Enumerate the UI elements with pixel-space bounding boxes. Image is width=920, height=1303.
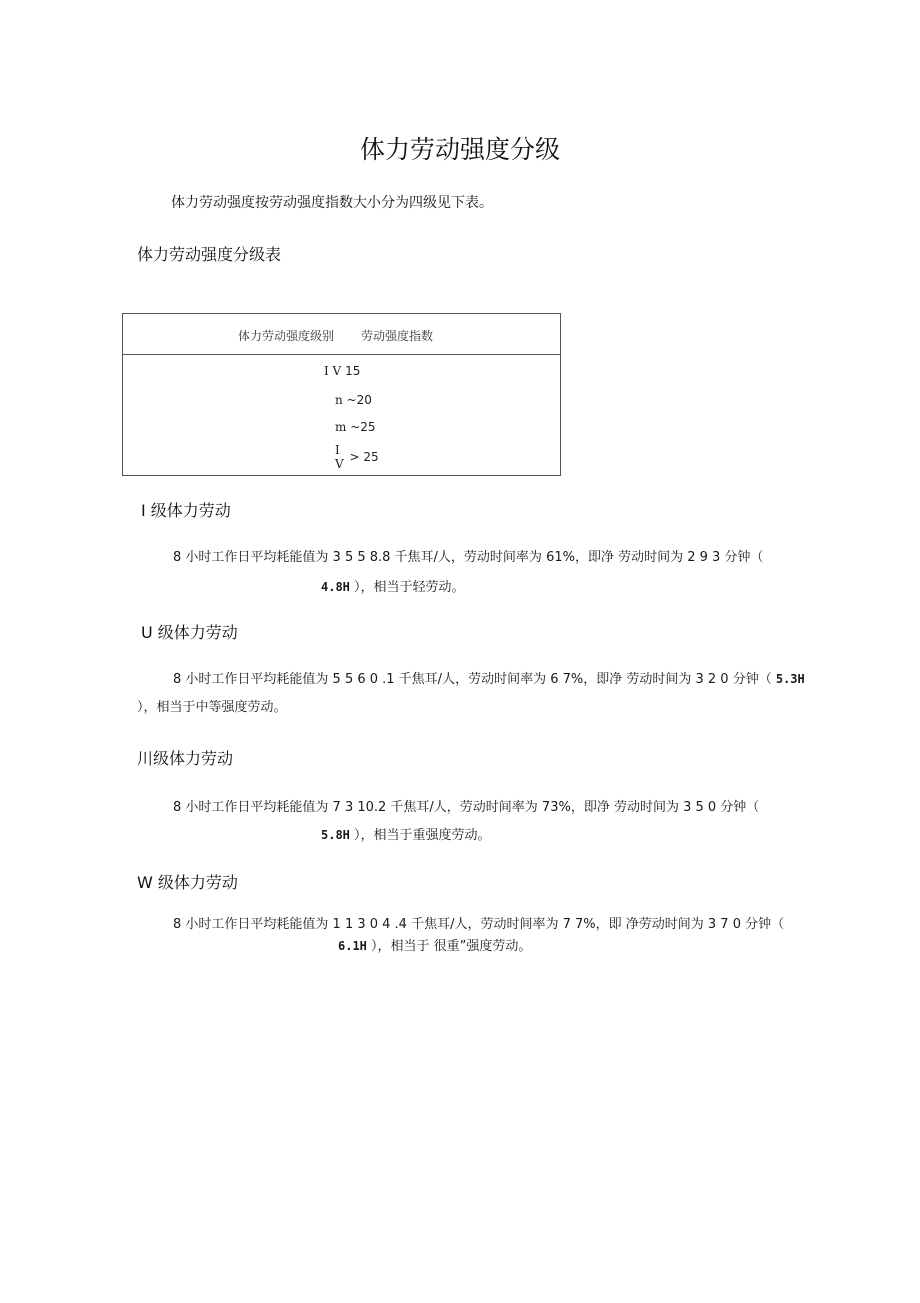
row-grade: I V (324, 364, 342, 378)
row-grade: n (335, 393, 343, 407)
section-4-tail: ），相当于 很重”强度劳动。 (371, 939, 532, 954)
section-4-line-1: 8 小时工作日平均耗能值为 1 1 3 0 4 .4 千焦耳/人，劳动时间率为 7 7%，即 净劳动时间为 3 7 0 分钟（ (173, 917, 785, 932)
section-heading-grade-1: I 级体力劳动 (141, 501, 231, 520)
table-row (335, 420, 376, 434)
row-grade-stacked (335, 443, 344, 471)
row-grade: m (335, 420, 347, 434)
section-2-line-1 (173, 668, 805, 687)
work-hours-value: 5.3H (775, 672, 805, 686)
work-hours-value: 5.8H (321, 828, 350, 842)
page-title: 体力劳动强度分级 (359, 135, 560, 164)
row-value: > 25 (349, 450, 379, 464)
grade-table (122, 313, 561, 476)
table-caption: 体力劳动强度分级表 (137, 245, 282, 264)
section-heading-grade-3: 川级体力劳动 (137, 749, 234, 768)
row-grade-bottom: V (335, 457, 344, 471)
row-value: 15 (345, 364, 361, 378)
section-4-line-2 (338, 935, 531, 954)
section-3-line-2 (321, 824, 491, 843)
section-1-line-2 (321, 576, 465, 595)
section-heading-grade-2: U 级体力劳动 (141, 623, 238, 642)
section-1-line-1: 8 小时工作日平均耗能值为 3 5 5 8.8 千焦耳/人，劳动时间率为 61%，即净 劳动时间为 2 9 3 分钟（ (173, 550, 764, 565)
work-hours-value: 6.1H (338, 939, 367, 953)
intro-paragraph: 体力劳动强度按劳动强度指数大小分为四级见下表。 (171, 195, 493, 211)
row-value: ~25 (350, 420, 376, 434)
header-index: 劳动强度指数 (361, 329, 434, 343)
section-3-line-1: 8 小时工作日平均耗能值为 7 3 10.2 千焦耳/人，劳动时间率为 73%，即净 劳动时间为 3 5 0 分钟（ (173, 800, 760, 815)
row-value: ~20 (346, 393, 372, 407)
section-2-line-2: ），相当于中等强度劳动。 (137, 700, 287, 715)
header-grade: 体力劳动强度级别 (238, 329, 335, 343)
table-row (324, 364, 360, 378)
section-heading-grade-4: W 级体力劳动 (137, 873, 238, 892)
table-row (335, 443, 379, 471)
table-row (335, 393, 372, 407)
section-2-text: 8 小时工作日平均耗能值为 5 5 6 0 .1 千焦耳/人，劳动时间率为 6 7%，即净 劳动时间为 3 2 0 分钟（ (173, 672, 772, 687)
row-grade-top: I (335, 443, 340, 457)
work-hours-value: 4.8H (321, 580, 350, 594)
table-header-row (123, 314, 560, 355)
section-1-tail: ），相当于轻劳动。 (354, 580, 465, 595)
section-3-tail: ），相当于重强度劳动。 (354, 828, 491, 843)
